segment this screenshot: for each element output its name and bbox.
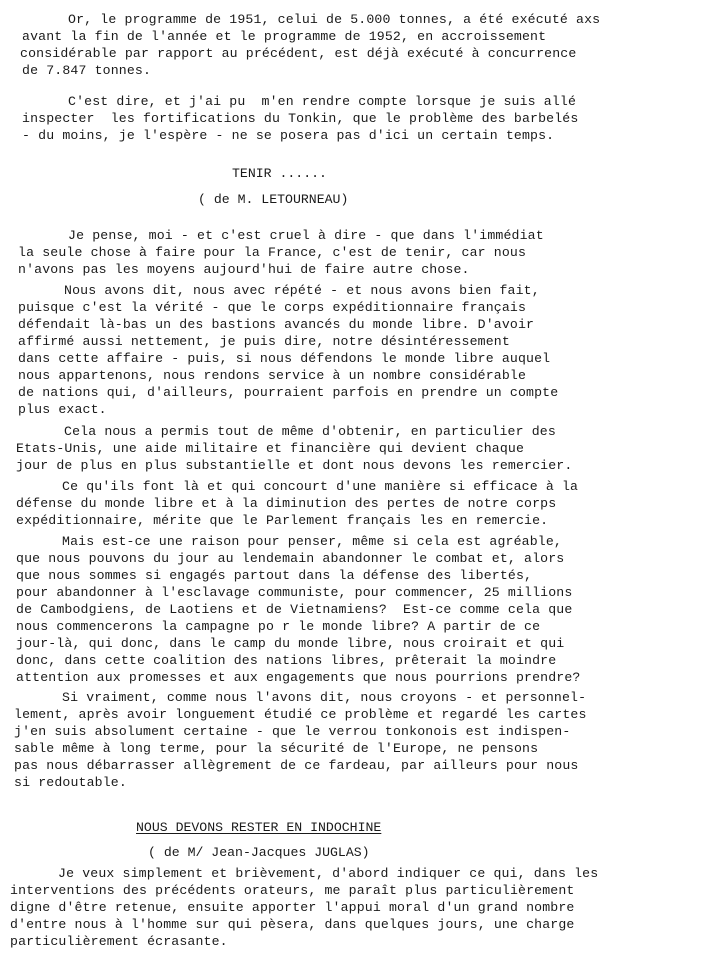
section-title-tenir: TENIR ...... — [232, 166, 327, 181]
text-line: sable même à long terme, pour la sécurité de l'Europe, ne pensons — [14, 741, 539, 756]
text-line: lement, après avoir longuement étudié ce problème et regardé les cartes — [14, 707, 587, 722]
text-line: affirmé aussi nettement, je puis dire, notre désintéressement — [18, 334, 510, 349]
text-line: Nous avons dit, nous avec répété - et nous avons bien fait, — [64, 283, 540, 298]
text-line: défense du monde libre et à la diminution des pertes de notre corps — [16, 496, 557, 511]
text-line: Si vraiment, comme nous l'avons dit, nous croyons - et personnel- — [62, 690, 587, 705]
text-line: Ce qu'ils font là et qui concourt d'une manière si efficace à la — [62, 479, 579, 494]
text-line: pour abandonner à l'esclavage communiste, pour commencer, 25 millions — [16, 585, 573, 600]
text-line: particulièrement écrasante. — [10, 934, 228, 949]
text-line: expéditionnaire, mérite que le Parlement français les en remercie. — [16, 513, 549, 528]
text-line: j'en suis absolument certaine - que le verrou tonkonois est indispen- — [14, 724, 571, 739]
text-line: nous appartenons, nous rendons service à un nombre considérable — [18, 368, 527, 383]
text-line: la seule chose à faire pour la France, c'est de tenir, car nous — [18, 245, 527, 260]
text-line: de nations qui, d'ailleurs, pourraient parfois en prendre un compte — [18, 385, 559, 400]
text-line: digne d'être retenue, ensuite apporter l'appui moral d'un grand nombre — [10, 900, 575, 915]
text-line: dans cette affaire - puis, si nous défendons le monde libre auquel — [18, 351, 551, 366]
text-line: interventions des précédents orateurs, me paraît plus particulièrement — [10, 883, 575, 898]
text-line: plus exact. — [18, 402, 107, 417]
text-line: Mais est-ce une raison pour penser, même si cela est agréable, — [62, 534, 562, 549]
text-line: si redoutable. — [14, 775, 127, 790]
text-line: inspecter les fortifications du Tonkin, que le problème des barbelés — [22, 111, 579, 126]
section-author-letourneau: ( de M. LETOURNEAU) — [198, 192, 349, 207]
text-line: Je veux simplement et brièvement, d'abord indiquer ce qui, dans les — [58, 866, 599, 881]
text-line: n'avons pas les moyens aujourd'hui de faire autre chose. — [18, 262, 470, 277]
text-line: d'entre nous à l'homme sur qui pèsera, dans quelques jours, une charge — [10, 917, 575, 932]
text-line: nous commencerons la campagne po r le monde libre? A partir de ce — [16, 619, 541, 634]
text-line: jour de plus en plus substantielle et dont nous devons les remercier. — [16, 458, 573, 473]
text-line: - du moins, je l'espère - ne se posera pas d'ici un certain temps. — [22, 128, 555, 143]
text-line: C'est dire, et j'ai pu m'en rendre compte lorsque je suis allé — [68, 94, 577, 109]
text-line: donc, dans cette coalition des nations libres, prêterait la moindre — [16, 653, 557, 668]
text-line: Etats-Unis, une aide militaire et financière qui devient chaque — [16, 441, 525, 456]
text-line: considérable par rapport au précédent, est déjà exécuté à concurrence — [20, 46, 577, 61]
text-line: de 7.847 tonnes. — [22, 63, 152, 78]
text-line: Or, le programme de 1951, celui de 5.000 tonnes, a été exécuté axs — [68, 12, 601, 27]
text-line: attention aux promesses et aux engagements que nous pourrions prendre? — [16, 670, 581, 685]
text-line: Je pense, moi - et c'est cruel à dire - que dans l'immédiat — [68, 228, 544, 243]
text-line: Cela nous a permis tout de même d'obtenir, en particulier des — [64, 424, 556, 439]
text-line: avant la fin de l'année et le programme de 1952, en accroissement — [22, 29, 547, 44]
text-line: pas nous débarrasser allègrement de ce fardeau, par ailleurs pour nous — [14, 758, 579, 773]
text-line: défendait là-bas un des bastions avancés du monde libre. D'avoir — [18, 317, 535, 332]
text-line: puisque c'est la vérité - que le corps expéditionnaire français — [18, 300, 527, 315]
section-title-indochine: NOUS DEVONS RESTER EN INDOCHINE — [136, 820, 382, 835]
section-author-juglas: ( de M/ Jean-Jacques JUGLAS) — [148, 845, 370, 860]
text-line: de Cambodgiens, de Laotiens et de Vietnamiens? Est-ce comme cela que — [16, 602, 573, 617]
text-line: que nous pouvons du jour au lendemain abandonner le combat et, alors — [16, 551, 565, 566]
text-line: que nous sommes si engagés partout dans la défense des libertés, — [16, 568, 533, 583]
text-line: jour-là, qui donc, dans le camp du monde libre, nous croirait et qui — [16, 636, 565, 651]
